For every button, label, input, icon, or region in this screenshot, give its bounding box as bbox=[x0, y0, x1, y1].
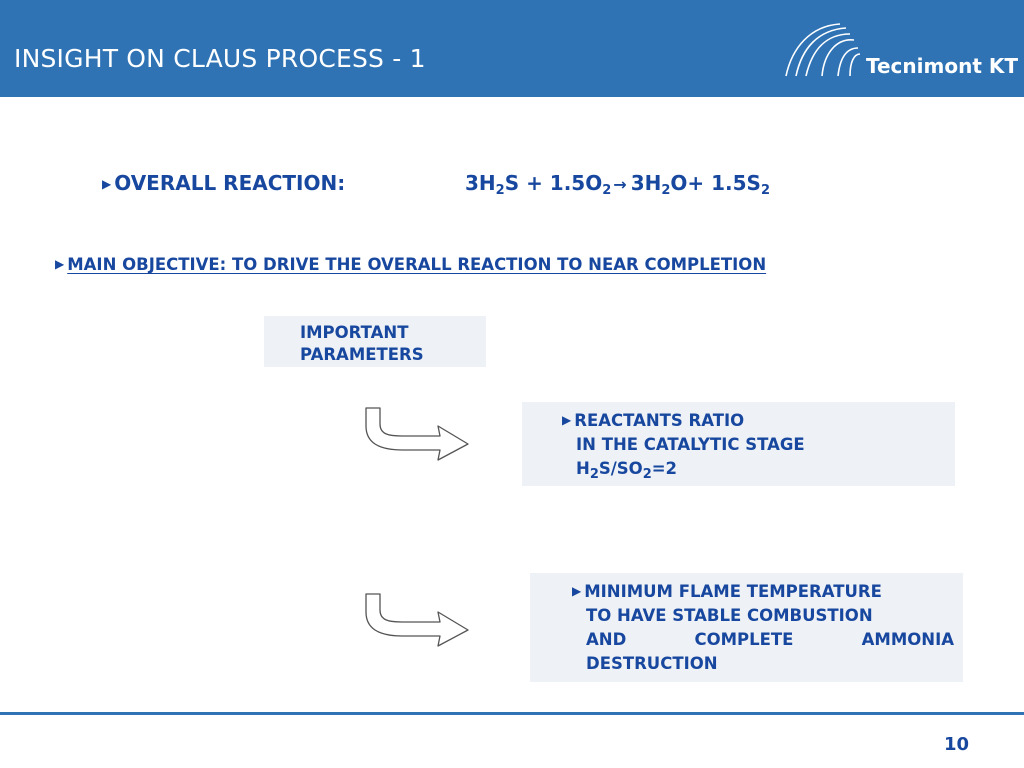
page-number: 10 bbox=[944, 734, 970, 755]
tecnimont-logo-icon bbox=[780, 18, 862, 78]
flame-word: AND bbox=[586, 630, 627, 649]
main-objective-text: MAIN OBJECTIVE: TO DRIVE THE OVERALL REACTION TO NEAR COMPLETION bbox=[67, 255, 767, 274]
formula-part: S/SO bbox=[598, 459, 643, 478]
main-objective bbox=[55, 255, 766, 274]
overall-reaction-label bbox=[102, 171, 345, 195]
eq-subscript: 2 bbox=[760, 183, 770, 198]
reaction-arrow-icon: → bbox=[613, 175, 627, 194]
flame-line bbox=[572, 579, 954, 604]
eq-subscript: 2 bbox=[495, 183, 505, 198]
eq-part: O+ 1.5S bbox=[670, 171, 761, 195]
bullet-arrow-icon: ▶ bbox=[562, 413, 572, 427]
ratio-line bbox=[562, 408, 805, 433]
footer-divider bbox=[0, 712, 1024, 715]
slide-title: INSIGHT ON CLAUS PROCESS - 1 bbox=[14, 44, 426, 73]
bullet-arrow-icon: ▶ bbox=[572, 584, 582, 598]
reaction-equation bbox=[465, 171, 770, 198]
formula-part: =2 bbox=[651, 459, 678, 478]
eq-part: 3H bbox=[630, 171, 662, 195]
flame-temperature-box bbox=[530, 573, 963, 682]
header-bar bbox=[0, 0, 1024, 97]
formula-subscript: 2 bbox=[589, 467, 599, 482]
flame-word: AMMONIA bbox=[861, 630, 954, 649]
params-line: PARAMETERS bbox=[300, 345, 424, 364]
logo-text: Tecnimont KT bbox=[866, 54, 1018, 78]
flame-line bbox=[572, 628, 954, 652]
ratio-line: IN THE CATALYTIC STAGE bbox=[576, 435, 805, 454]
bent-arrow-icon bbox=[362, 590, 472, 650]
formula-subscript: 2 bbox=[642, 467, 652, 482]
formula-part: H bbox=[576, 459, 590, 478]
bullet-arrow-icon: ▶ bbox=[55, 257, 65, 271]
flame-line: TO HAVE STABLE COMBUSTION bbox=[586, 606, 873, 625]
eq-part: S + 1.5O bbox=[504, 171, 603, 195]
reactants-ratio-text bbox=[562, 408, 805, 481]
flame-line-text: MINIMUM FLAME TEMPERATURE bbox=[584, 582, 882, 601]
params-line: IMPORTANT bbox=[300, 323, 409, 342]
reactants-ratio-box bbox=[522, 402, 955, 486]
ratio-formula bbox=[562, 457, 805, 481]
eq-part: 3H bbox=[465, 171, 496, 195]
flame-temperature-text bbox=[572, 579, 954, 676]
overall-label-text: OVERALL REACTION: bbox=[114, 171, 346, 195]
ratio-line-text: REACTANTS RATIO bbox=[574, 411, 745, 430]
bent-arrow-icon bbox=[362, 404, 472, 464]
eq-subscript: 2 bbox=[661, 183, 671, 198]
flame-line: DESTRUCTION bbox=[586, 654, 718, 673]
flame-word: COMPLETE bbox=[694, 630, 794, 649]
eq-subscript: 2 bbox=[602, 183, 612, 198]
important-parameters-text bbox=[300, 322, 424, 366]
bullet-arrow-icon: ▶ bbox=[102, 177, 112, 191]
important-parameters-box bbox=[264, 316, 486, 367]
